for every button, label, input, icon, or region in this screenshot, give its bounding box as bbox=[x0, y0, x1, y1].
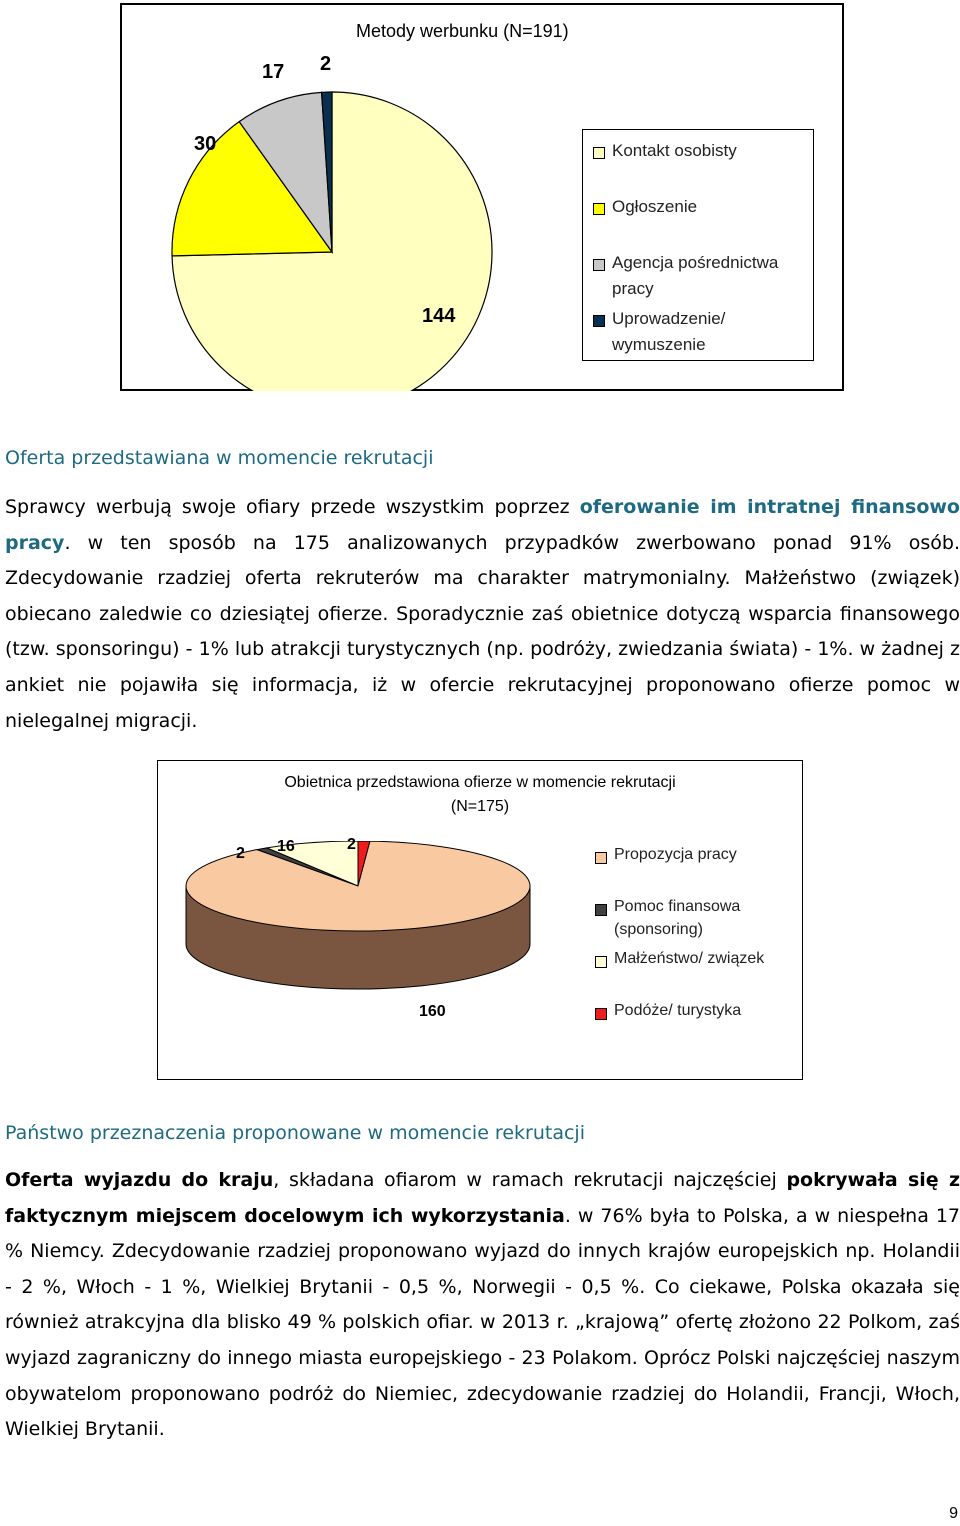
legend-label: Kontakt osobisty bbox=[612, 141, 737, 160]
legend-label: Ogłoszenie bbox=[612, 197, 698, 216]
legend-item bbox=[593, 310, 793, 358]
pie-chart bbox=[122, 5, 582, 391]
legend-item bbox=[593, 198, 697, 220]
chart-legend bbox=[583, 831, 790, 1045]
text-run: , składana ofiarom w ramach rekrutacji najczęściej bbox=[273, 1169, 787, 1191]
section-heading: Państwo przeznaczenia proponowane w momencie rekrutacji bbox=[5, 1122, 585, 1144]
legend-label: Propozycja pracy bbox=[614, 846, 737, 863]
pie-chart-3d bbox=[158, 841, 578, 1081]
data-label-kontakt: 144 bbox=[422, 305, 456, 327]
chart-legend bbox=[582, 129, 814, 361]
page-number: 9 bbox=[949, 1505, 958, 1522]
legend-swatch bbox=[595, 852, 607, 864]
legend-swatch bbox=[593, 147, 605, 159]
legend-item bbox=[595, 847, 737, 866]
chart-recruitment-offer bbox=[157, 760, 803, 1080]
legend-swatch bbox=[593, 315, 605, 327]
text-run-bold: Oferta wyjazdu do kraju bbox=[5, 1169, 274, 1191]
legend-item bbox=[595, 899, 785, 941]
text-run-bold: pokrywała się z faktycznym miejscem docelowym ich wykorzystania bbox=[5, 1169, 960, 1227]
section-heading: Oferta przedstawiana w momencie rekrutacji bbox=[5, 447, 434, 469]
chart-recruitment-methods bbox=[120, 3, 844, 391]
legend-item bbox=[595, 1003, 741, 1022]
legend-item bbox=[595, 951, 764, 970]
paragraph bbox=[5, 1163, 960, 1448]
data-label-agencja: 17 bbox=[262, 61, 285, 83]
chart-title bbox=[158, 771, 802, 819]
data-label-uprowadzenie: 2 bbox=[320, 53, 332, 75]
legend-label: Pomoc finansowa (sponsoring) bbox=[614, 898, 741, 938]
text-run-bold: oferowanie im intratnej finansowo pracy bbox=[5, 496, 960, 554]
data-label-praca: 160 bbox=[419, 1003, 446, 1020]
chart-title-line: Obietnica przedstawiona ofierze w momencie rekrutacji bbox=[284, 774, 676, 791]
legend-item bbox=[593, 254, 808, 302]
text-run: . w 76% była to Polska, a w niespełna 17 % Niemcy. Zdecydowanie rzadziej proponowano wyjazd do innych krajów europejskich np. Holandii - 2 %, Włoch - 1 %, Wielkiej Brytanii - 0,5 %, Norwegii - 0,5 %. Co ciekawe, Polska okazała się również atrakcyjna dla blisko 49 % polskich ofiar. w 2013 r. „krajową” ofertę złożono 22 Polkom, zaś wyjazd zagraniczny do innego miasta europejskiego - 23 Polakom. Oprócz Polski najczęściej naszym obywatelom proponowano podróż do Niemiec, zdecydowanie rzadziej do Holandii, Francji, Włoch, Wielkiej Brytanii. bbox=[5, 1204, 960, 1441]
text-run: Sprawcy werbują swoje ofiary przede wszystkim poprzez bbox=[5, 496, 580, 518]
paragraph bbox=[5, 490, 960, 739]
legend-label: Agencja pośrednictwa pracy bbox=[612, 253, 779, 298]
data-label-malzenstwo: 16 bbox=[277, 838, 295, 855]
legend-label: Podóże/ turystyka bbox=[614, 1002, 742, 1019]
text-run: . w ten sposób na 175 analizowanych przypadków zwerbowano ponad 91% osób. Zdecydowanie rzadziej oferta rekruterów ma charakter matrymonialny. Małżeństwo (związek) obiecano zaledwie co dziesiątej ofierze. Sporadycznie zaś obietnice dotyczą wsparcia finansowego (tzw. sponsoringu) - 1% lub atrakcji turystycznych (np. podróży, zwiedzania świata) - 1%. w żadnej z ankiet nie pojawiła się informacja, iż w ofercie rekrutacyjnej proponowano ofierze pomoc w nielegalnej migracji. bbox=[5, 531, 960, 732]
legend-swatch bbox=[593, 203, 605, 215]
legend-label: Małżeństwo/ związek bbox=[614, 950, 765, 967]
legend-item bbox=[593, 142, 737, 164]
legend-label: Uprowadzenie/ wymuszenie bbox=[612, 309, 726, 354]
legend-swatch bbox=[593, 259, 605, 271]
data-label-ogloszenie: 30 bbox=[194, 133, 217, 155]
legend-swatch bbox=[595, 904, 607, 916]
chart-title: Metody werbunku (N=191) bbox=[356, 21, 569, 41]
legend-swatch bbox=[595, 956, 607, 968]
data-label-podroze: 2 bbox=[347, 836, 356, 853]
data-label-pomoc: 2 bbox=[236, 845, 245, 862]
legend-swatch bbox=[595, 1008, 607, 1020]
chart-title-line: (N=175) bbox=[450, 798, 510, 815]
